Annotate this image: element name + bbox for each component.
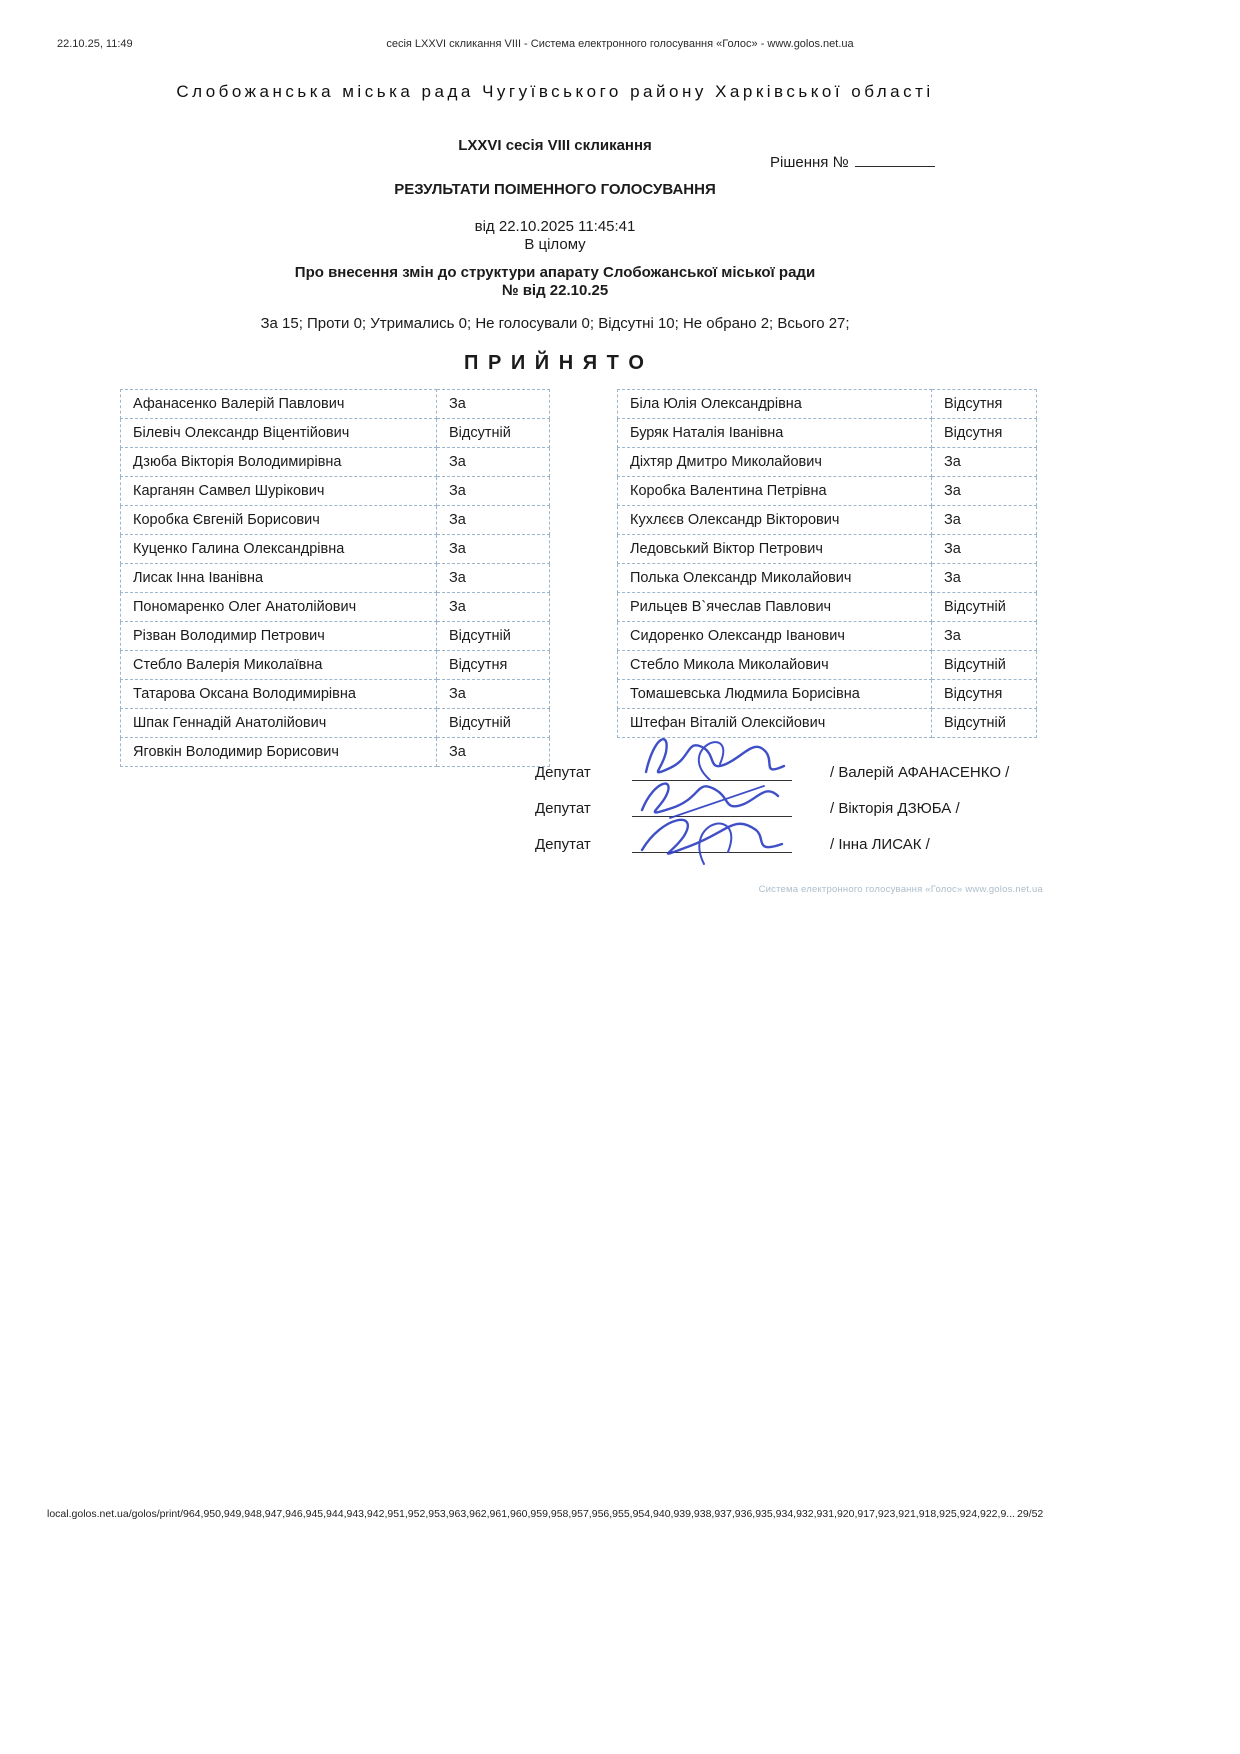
- table-row: [121, 680, 550, 709]
- vote-value: За: [932, 477, 1037, 506]
- vote-scope: В цілому: [524, 236, 586, 253]
- table-row: [618, 390, 1037, 419]
- table-row: [618, 622, 1037, 651]
- signature-name: / Інна ЛИСАК /: [830, 836, 930, 853]
- signature-line: [632, 796, 792, 817]
- table-row: [121, 593, 550, 622]
- signature-label: Депутат: [535, 836, 591, 853]
- deputy-name: Шпак Геннадій Анатолійович: [121, 709, 437, 738]
- deputy-name: Кухлєєв Олександр Вікторович: [618, 506, 932, 535]
- deputy-name: Яговкін Володимир Борисович: [121, 738, 437, 767]
- vote-value: Відсутній: [932, 593, 1037, 622]
- session-title: LXXVI сесія VIII скликання: [458, 137, 652, 154]
- table-row: [618, 419, 1037, 448]
- print-footer-page-number: 29/52: [1017, 1508, 1044, 1520]
- decision-number: [770, 152, 935, 171]
- vote-value: Відсутній: [932, 709, 1037, 738]
- table-row: [618, 535, 1037, 564]
- subject-line-2: № від 22.10.25: [501, 282, 609, 299]
- golos-watermark: Система електронного голосування «Голос» www.golos.net.ua: [758, 884, 1043, 895]
- table-row: [618, 680, 1037, 709]
- vote-tables: [120, 389, 1037, 767]
- vote-value: За: [932, 448, 1037, 477]
- vote-value: За: [932, 506, 1037, 535]
- vote-value: Відсутня: [932, 419, 1037, 448]
- vote-value: За: [437, 738, 550, 767]
- vote-value: За: [437, 390, 550, 419]
- table-row: [121, 709, 550, 738]
- deputy-name: Діхтяр Дмитро Миколайович: [618, 448, 932, 477]
- vote-value: За: [932, 564, 1037, 593]
- signature-name: / Валерій АФАНАСЕНКО /: [830, 764, 1010, 781]
- signature-row: [535, 796, 960, 817]
- subject-line-1: Про внесення змін до структури апарату Слобожанської міської ради: [294, 264, 816, 281]
- table-row: [618, 593, 1037, 622]
- deputy-name: Коробка Валентина Петрівна: [618, 477, 932, 506]
- deputy-name: Афанасенко Валерій Павлович: [121, 390, 437, 419]
- vote-value: Відсутній: [437, 622, 550, 651]
- table-row: [121, 506, 550, 535]
- signature-row: [535, 760, 1009, 781]
- deputy-name: Різван Володимир Петрович: [121, 622, 437, 651]
- deputy-name: Карганян Самвел Шурікович: [121, 477, 437, 506]
- table-row: [618, 477, 1037, 506]
- table-row: [121, 535, 550, 564]
- deputy-name: Рильцев В`ячеслав Павлович: [618, 593, 932, 622]
- vote-value: Відсутній: [932, 651, 1037, 680]
- deputy-name: Штефан Віталій Олексійович: [618, 709, 932, 738]
- table-row: [121, 564, 550, 593]
- deputy-name: Стебло Микола Миколайович: [618, 651, 932, 680]
- deputy-name: Полька Олександр Миколайович: [618, 564, 932, 593]
- vote-value: Відсутня: [437, 651, 550, 680]
- votes-table-right: [617, 389, 1037, 738]
- results-title: РЕЗУЛЬТАТИ ПОІМЕННОГО ГОЛОСУВАННЯ: [394, 181, 716, 198]
- deputy-name: Пономаренко Олег Анатолійович: [121, 593, 437, 622]
- vote-value: За: [437, 535, 550, 564]
- decision-blank-line: [855, 152, 935, 167]
- print-footer-url: local.golos.net.ua/golos/print/964,950,949,948,947,946,945,944,943,942,951,952,953,963,962,961,960,959,958,957,956,955,954,940,939,938,937,936,935,934,932,931,920,917,923,921,918,925,924,922,9...: [47, 1508, 1016, 1520]
- deputy-name: Ледовський Віктор Петрович: [618, 535, 932, 564]
- deputy-name: Лисак Інна Іванівна: [121, 564, 437, 593]
- votes-table-left: [120, 389, 550, 767]
- print-title: сесія LXXVI скликання VIII - Система електронного голосування «Голос» - www.golos.net.ua: [386, 38, 854, 50]
- vote-value: За: [437, 593, 550, 622]
- table-row: [618, 506, 1037, 535]
- council-title: Слобожанська міська рада Чугуївського району Харківської області: [176, 82, 934, 101]
- deputy-name: Дзюба Вікторія Володимирівна: [121, 448, 437, 477]
- table-row: [121, 390, 550, 419]
- decision-label: Рішення №: [770, 154, 849, 171]
- deputy-name: Буряк Наталія Іванівна: [618, 419, 932, 448]
- table-row: [121, 738, 550, 767]
- table-row: [618, 448, 1037, 477]
- vote-value: За: [437, 448, 550, 477]
- deputy-name: Біла Юлія Олександрівна: [618, 390, 932, 419]
- signature-name: / Вікторія ДЗЮБА /: [830, 800, 960, 817]
- vote-value: Відсутня: [932, 680, 1037, 709]
- deputy-name: Білевіч Олександр Віцентійович: [121, 419, 437, 448]
- vote-value: За: [437, 564, 550, 593]
- signature-line: [632, 760, 792, 781]
- table-row: [121, 419, 550, 448]
- vote-value: За: [437, 477, 550, 506]
- vote-value: За: [437, 506, 550, 535]
- signature-label: Депутат: [535, 764, 591, 781]
- signature-line: [632, 832, 792, 853]
- table-row: [618, 564, 1037, 593]
- signature-label: Депутат: [535, 800, 591, 817]
- table-row: [121, 477, 550, 506]
- table-row: [618, 651, 1037, 680]
- vote-datetime: від 22.10.2025 11:45:41: [474, 218, 636, 235]
- vote-value: Відсутній: [437, 419, 550, 448]
- deputy-name: Коробка Євгеній Борисович: [121, 506, 437, 535]
- vote-value: За: [932, 622, 1037, 651]
- table-row: [121, 622, 550, 651]
- vote-totals: За 15; Проти 0; Утримались 0; Не голосували 0; Відсутні 10; Не обрано 2; Всього 27;: [260, 315, 850, 332]
- deputy-name: Томашевська Людмила Борисівна: [618, 680, 932, 709]
- table-row: [618, 709, 1037, 738]
- verdict: П Р И Й Н Я Т О: [464, 352, 646, 374]
- deputy-name: Сидоренко Олександр Іванович: [618, 622, 932, 651]
- deputy-name: Татарова Оксана Володимирівна: [121, 680, 437, 709]
- vote-value: Відсутній: [437, 709, 550, 738]
- print-datetime: 22.10.25, 11:49: [57, 38, 133, 50]
- vote-value: За: [437, 680, 550, 709]
- vote-value: За: [932, 535, 1037, 564]
- deputy-name: Стебло Валерія Миколаївна: [121, 651, 437, 680]
- vote-value: Відсутня: [932, 390, 1037, 419]
- signature-row: [535, 832, 930, 853]
- table-row: [121, 448, 550, 477]
- deputy-name: Куценко Галина Олександрівна: [121, 535, 437, 564]
- table-row: [121, 651, 550, 680]
